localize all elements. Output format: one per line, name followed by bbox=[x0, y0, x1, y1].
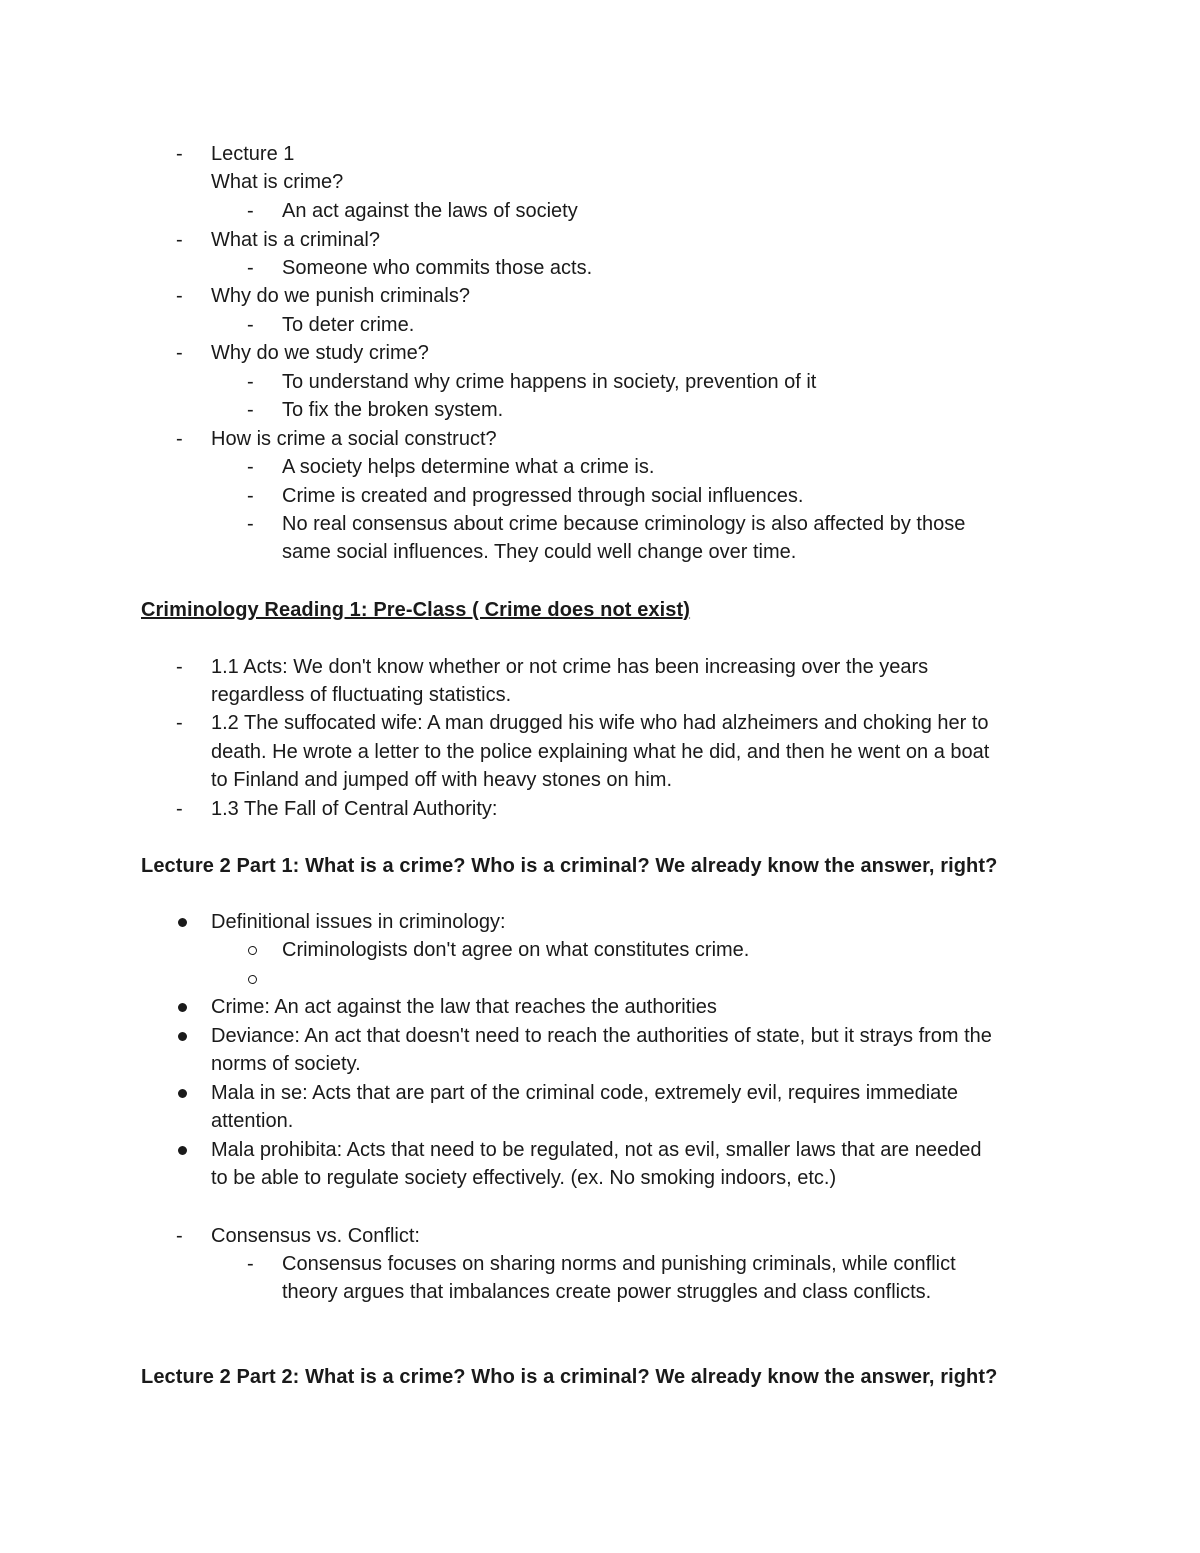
bullet-ring bbox=[248, 946, 257, 955]
answer-text: No real consensus about crime because criminology is also affected by those bbox=[282, 513, 966, 535]
section-heading: Lecture 2 Part 1: What is a crime? Who is a criminal? We already know the answer, right? bbox=[141, 855, 998, 877]
answer-text: same social influences. They could well change over time. bbox=[282, 541, 797, 563]
dash-marker: - bbox=[247, 257, 254, 279]
bullet-ring bbox=[248, 975, 257, 984]
list-item-text: death. He wrote a letter to the police explaining what he did, and then he went on a boat bbox=[211, 741, 990, 763]
list-item-text: Consensus vs. Conflict: bbox=[211, 1225, 420, 1247]
dash-marker: - bbox=[176, 143, 183, 165]
answer-text: Someone who commits those acts. bbox=[282, 257, 593, 279]
bullet-dot bbox=[178, 1146, 187, 1155]
bullet-text: to be able to regulate society effectively. (ex. No smoking indoors, etc.) bbox=[211, 1167, 837, 1189]
bullet-dot bbox=[178, 918, 187, 927]
dash-marker: - bbox=[247, 314, 254, 336]
answer-text: To fix the broken system. bbox=[282, 399, 504, 421]
section-heading: Criminology Reading 1: Pre-Class ( Crime does not exist) bbox=[141, 599, 691, 621]
bullet-text: Mala in se: Acts that are part of the criminal code, extremely evil, requires immediate bbox=[211, 1082, 958, 1104]
dash-marker: - bbox=[176, 712, 183, 734]
question-text: Why do we punish criminals? bbox=[211, 285, 470, 307]
bullet-text: Deviance: An act that doesn't need to reach the authorities of state, but it strays from the bbox=[211, 1025, 992, 1047]
answer-text: An act against the laws of society bbox=[282, 200, 578, 222]
list-item-text: 1.1 Acts: We don't know whether or not crime has been increasing over the years bbox=[211, 656, 929, 678]
question-text: Why do we study crime? bbox=[211, 342, 429, 364]
bullet-text: Crime: An act against the law that reaches the authorities bbox=[211, 996, 717, 1018]
list-item-text: 1.2 The suffocated wife: A man drugged his wife who had alzheimers and choking her to bbox=[211, 712, 989, 734]
list-item-text: to Finland and jumped off with heavy stones on him. bbox=[211, 769, 673, 791]
answer-text: Crime is created and progressed through social influences. bbox=[282, 485, 804, 507]
bullet-text: attention. bbox=[211, 1110, 294, 1132]
dash-marker: - bbox=[247, 371, 254, 393]
bullet-dot bbox=[178, 1089, 187, 1098]
dash-marker: - bbox=[247, 485, 254, 507]
lecture1-title: Lecture 1 bbox=[211, 143, 295, 165]
bullet-dot bbox=[178, 1032, 187, 1041]
dash-marker: - bbox=[176, 285, 183, 307]
dash-marker: - bbox=[176, 798, 183, 820]
dash-marker: - bbox=[247, 399, 254, 421]
bullet-text: norms of society. bbox=[211, 1053, 361, 1075]
sub-item-text: Consensus focuses on sharing norms and punishing criminals, while conflict bbox=[282, 1253, 956, 1275]
dash-marker: - bbox=[176, 1225, 183, 1247]
bullet-text: Definitional issues in criminology: bbox=[211, 911, 506, 933]
question-text: How is crime a social construct? bbox=[211, 428, 497, 450]
section-heading: Lecture 2 Part 2: What is a crime? Who is a criminal? We already know the answer, right? bbox=[141, 1366, 998, 1388]
dash-marker: - bbox=[176, 229, 183, 251]
bullet-text: Mala prohibita: Acts that need to be regulated, not as evil, smaller laws that are needed bbox=[211, 1139, 982, 1161]
list-item-text: 1.3 The Fall of Central Authority: bbox=[211, 798, 498, 820]
question-text: What is a criminal? bbox=[211, 229, 380, 251]
dash-marker: - bbox=[176, 428, 183, 450]
dash-marker: - bbox=[247, 513, 254, 535]
dash-marker: - bbox=[176, 342, 183, 364]
dash-marker: - bbox=[247, 200, 254, 222]
dash-marker: - bbox=[247, 456, 254, 478]
bullet-dot bbox=[178, 1003, 187, 1012]
answer-text: A society helps determine what a crime is. bbox=[282, 456, 655, 478]
sub-bullet-text: Criminologists don't agree on what constitutes crime. bbox=[282, 939, 750, 961]
answer-text: To understand why crime happens in society, prevention of it bbox=[282, 371, 817, 393]
list-item-text: regardless of fluctuating statistics. bbox=[211, 684, 512, 706]
sub-item-text: theory argues that imbalances create power struggles and class conflicts. bbox=[282, 1281, 932, 1303]
dash-marker: - bbox=[247, 1253, 254, 1275]
question-text: What is crime? bbox=[211, 171, 344, 193]
dash-marker: - bbox=[176, 656, 183, 678]
answer-text: To deter crime. bbox=[282, 314, 415, 336]
